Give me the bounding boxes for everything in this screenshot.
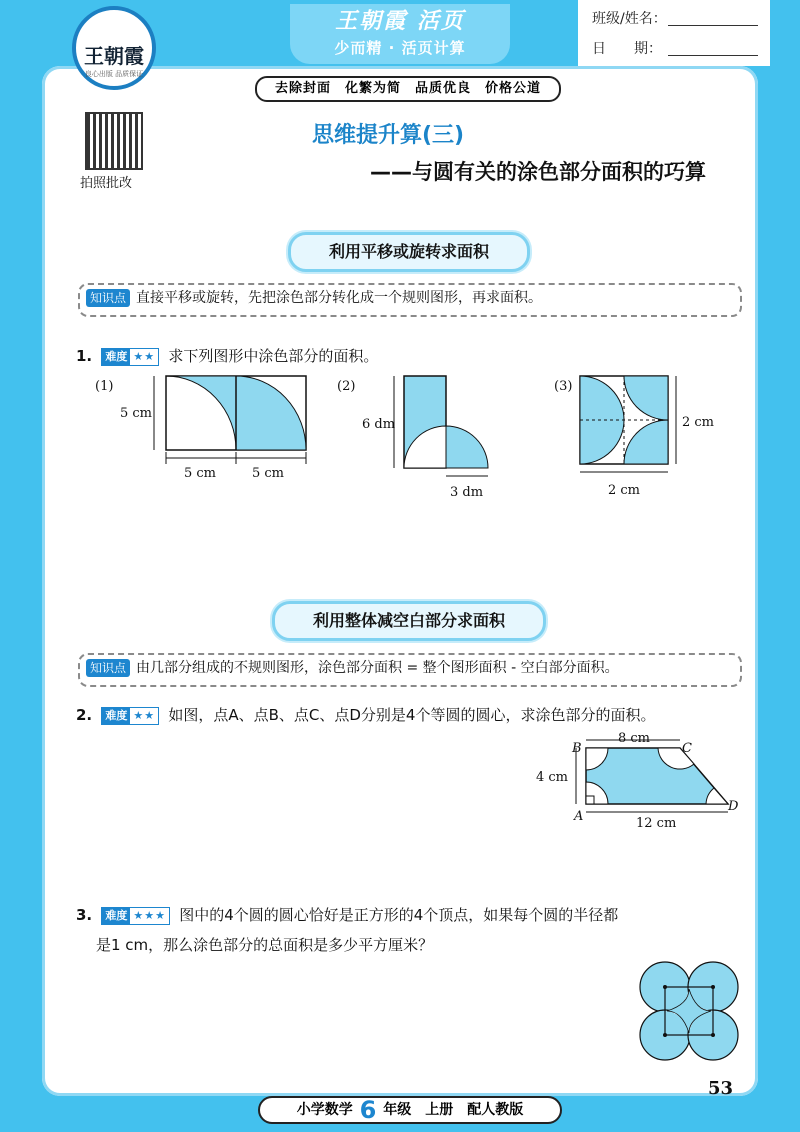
q2-point-C: C xyxy=(682,741,692,756)
page-title: 思维提升算(三) xyxy=(312,123,465,148)
q2-point-D: D xyxy=(728,799,739,814)
footer-edition: 年级 上册 配人教版 xyxy=(383,1102,524,1118)
fig3-width: 2 cm xyxy=(608,483,641,498)
knowledge-tag: 知识点 xyxy=(86,659,130,677)
logo-text: 王朝霞 xyxy=(84,44,144,68)
fig1-width2: 5 cm xyxy=(252,466,285,481)
fig2-shaded-quarter xyxy=(446,426,488,468)
difficulty-label: 难度 xyxy=(102,708,130,724)
fig3-label: (3) xyxy=(554,379,573,394)
fig2-width: 3 dm xyxy=(450,485,484,500)
section2-heading: 利用整体减空白部分求面积 xyxy=(272,601,546,641)
publisher-logo xyxy=(72,6,156,90)
class-name-line[interactable] xyxy=(668,25,758,26)
q3-text-line1: 图中的4个圆的圆心恰好是正方形的4个顶点，如果每个圆的半径都 xyxy=(179,906,619,924)
q1-number: 1. xyxy=(76,347,93,365)
fig2-height: 6 dm xyxy=(362,417,396,432)
brand-subtitle: 少而精 · 活页计算 xyxy=(334,39,466,57)
slogan: 去除封面 化繁为简 品质优良 价格公道 xyxy=(255,76,561,102)
fig2-label: (2) xyxy=(337,379,356,394)
q2-bottom-length: 12 cm xyxy=(636,816,677,831)
fig3-height: 2 cm xyxy=(682,415,715,430)
qr-label: 拍照批改 xyxy=(80,176,133,191)
q2-figure xyxy=(530,732,750,832)
section1-knowledge-text: 直接平移或旋转，先把涂色部分转化成一个规则图形，再求面积。 xyxy=(136,290,543,306)
difficulty-stars: ★★ xyxy=(133,349,156,363)
difficulty-stars: ★★ xyxy=(133,708,156,722)
page-number: 53 xyxy=(708,1078,734,1099)
fig1-shaded-left xyxy=(166,376,236,450)
q2-left-length: 4 cm xyxy=(536,770,569,785)
q3-figure xyxy=(634,956,744,1066)
question-1 xyxy=(76,345,378,366)
question-2 xyxy=(76,704,756,725)
q2-text: 如图，点A、点B、点C、点D分别是4个等圆的圆心，求涂色部分的面积。 xyxy=(168,706,656,724)
section1-heading: 利用平移或旋转求面积 xyxy=(288,232,530,272)
footer-banner xyxy=(258,1096,562,1124)
q1-difficulty xyxy=(101,348,159,366)
fig1-width1: 5 cm xyxy=(184,466,217,481)
q2-number: 2. xyxy=(76,706,93,724)
brand-title: 王朝霞 活页 xyxy=(335,8,465,34)
question-3 xyxy=(76,900,756,960)
section2-knowledge-text: 由几部分组成的不规则图形，涂色部分面积 = 整个图形面积 - 空白部分面积。 xyxy=(136,660,619,676)
q3-text-line2: 是1 cm，那么涂色部分的总面积是多少平方厘米？ xyxy=(96,936,434,954)
student-info-box xyxy=(578,0,770,66)
q3-difficulty xyxy=(101,907,170,925)
q2-difficulty xyxy=(101,707,159,725)
page-subtitle: ——与圆有关的涂色部分面积的巧算 xyxy=(370,160,706,184)
difficulty-label: 难度 xyxy=(102,908,130,924)
date-line[interactable] xyxy=(668,55,758,56)
section2-knowledge-box xyxy=(78,653,742,687)
q3-number: 3. xyxy=(76,906,93,924)
footer-subject: 小学数学 xyxy=(296,1102,353,1118)
section1-knowledge-box xyxy=(78,283,742,317)
fig1-label: (1) xyxy=(95,379,114,394)
class-name-label: 班级/姓名： xyxy=(592,11,667,27)
date-label: 日 期： xyxy=(592,41,662,57)
footer-grade: 6 xyxy=(359,1096,377,1124)
q1-text: 求下列图形中涂色部分的面积。 xyxy=(168,347,379,365)
q2-point-A: A xyxy=(574,809,584,824)
brand-banner xyxy=(290,4,510,64)
q2-trapezoid xyxy=(586,748,728,804)
qr-code[interactable] xyxy=(85,112,143,170)
difficulty-label: 难度 xyxy=(102,349,130,365)
knowledge-tag: 知识点 xyxy=(86,289,130,307)
q2-point-B: B xyxy=(572,741,582,756)
logo-subtext: 良心出版 品质保证 xyxy=(84,70,144,78)
q2-top-length: 8 cm xyxy=(618,732,651,746)
fig1-height: 5 cm xyxy=(120,406,153,421)
difficulty-stars: ★★★ xyxy=(133,908,166,922)
fig1-shaded-right xyxy=(236,376,306,450)
q1-figures xyxy=(80,372,760,502)
